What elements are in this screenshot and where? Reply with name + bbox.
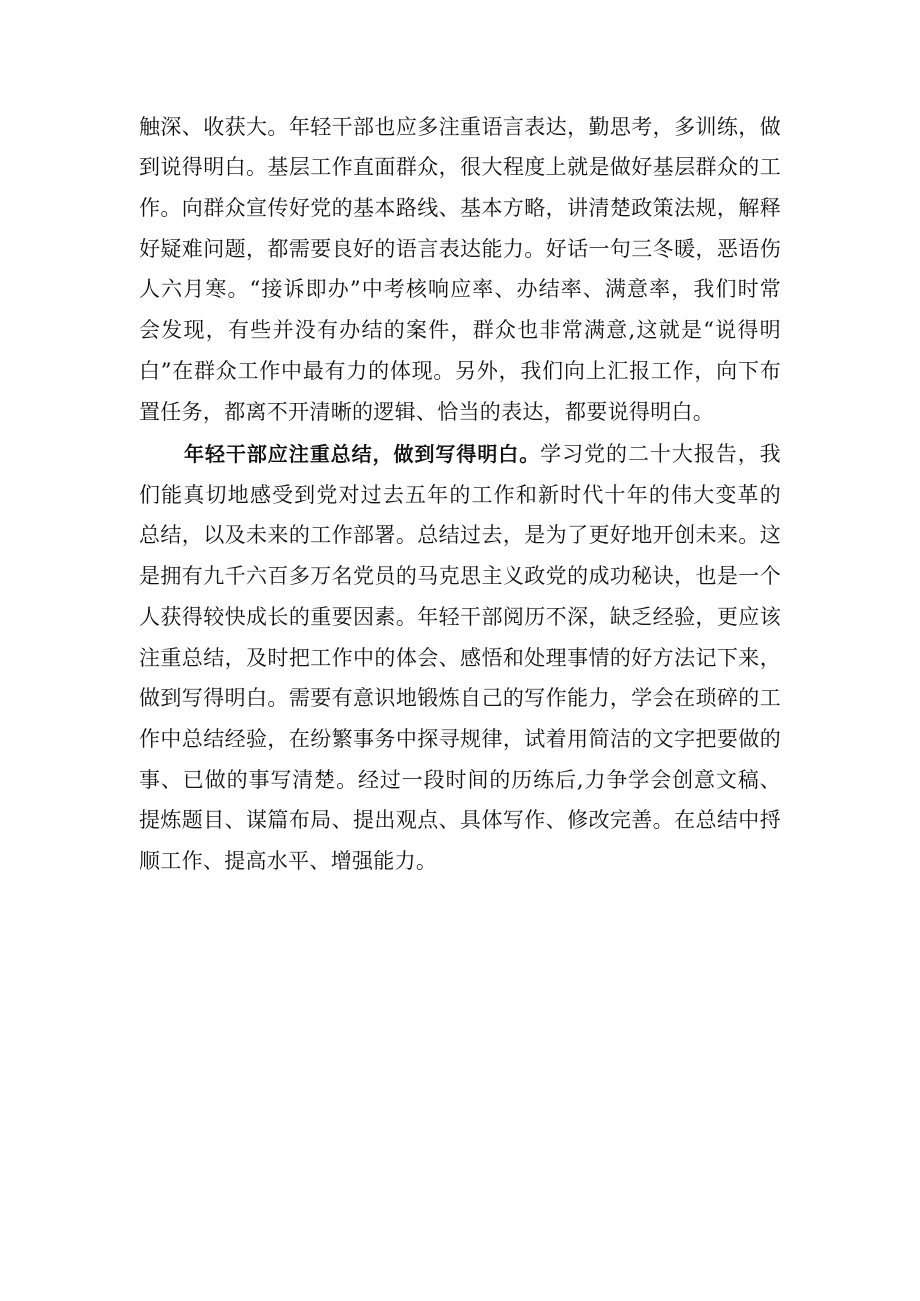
paragraph-2-line-3: 总结，以及未来的工作部署。总结过去，是为了更好地开创未来。这: [139, 523, 781, 547]
paragraph-2-line-4: 是拥有九千六百多万名党员的马克思主义政党的成功秘诀，也是一个: [139, 564, 781, 588]
paragraph-1-line-8: 置任务，都离不开清晰的逻辑、恰当的表达，都要说得明白。: [139, 400, 715, 424]
paragraph-2-line-8: 作中总结经验，在纷繁事务中探寻规律，试着用简洁的文字把要做的: [139, 727, 781, 751]
paragraph-1-line-6: 会发现，有些并没有办结的案件，群众也非常满意,这就是“说得明: [139, 318, 781, 342]
paragraph-2-line-7: 做到写得明白。需要有意识地锻炼自己的写作能力，学会在琐碎的工: [139, 686, 781, 710]
paragraph-2-line-11: 顺工作、提高水平、增强能力。: [139, 849, 438, 873]
paragraph-1-line-7: 白”在群众工作中最有力的体现。另外，我们向上汇报工作，向下布: [139, 359, 781, 383]
paragraph-2-line-9: 事、已做的事写清楚。经过一段时间的历练后,力争学会创意文稿、: [139, 768, 781, 792]
paragraph-2-heading: 年轻干部应注重总结，做到写得明白。: [184, 442, 541, 466]
paragraph-2-line-5: 人获得较快成长的重要因素。年轻干部阅历不深，缺乏经验，更应该: [139, 605, 781, 629]
paragraph-2-line-1: [184, 434, 781, 474]
paragraph-2-line-1-rest: 学习党的二十大报告，我: [540, 442, 781, 466]
paragraph-1-line-1: 触深、收获大。年轻干部也应多注重语言表达，勤思考，多训练，做: [139, 115, 781, 139]
paragraph-1-line-3: 作。向群众宣传好党的基本路线、基本方略，讲清楚政策法规，解释: [139, 196, 781, 220]
paragraph-1-line-2: 到说得明白。基层工作直面群众，很大程度上就是做好基层群众的工: [139, 155, 781, 179]
paragraph-2-line-2: 们能真切地感受到党对过去五年的工作和新时代十年的伟大变革的: [139, 483, 781, 507]
paragraph-1-line-4: 好疑难问题，都需要良好的语言表达能力。好话一句三冬暖，恶语伤: [139, 237, 781, 261]
paragraph-1-line-5: 人六月寒。“接诉即办”中考核响应率、办结率、满意率，我们时常: [139, 277, 781, 301]
paragraph-2-line-6: 注重总结，及时把工作中的体会、感悟和处理事情的好方法记下来，: [139, 646, 781, 670]
paragraph-2-line-10: 提炼题目、谋篇布局、提出观点、具体写作、修改完善。在总结中捋: [139, 808, 781, 832]
